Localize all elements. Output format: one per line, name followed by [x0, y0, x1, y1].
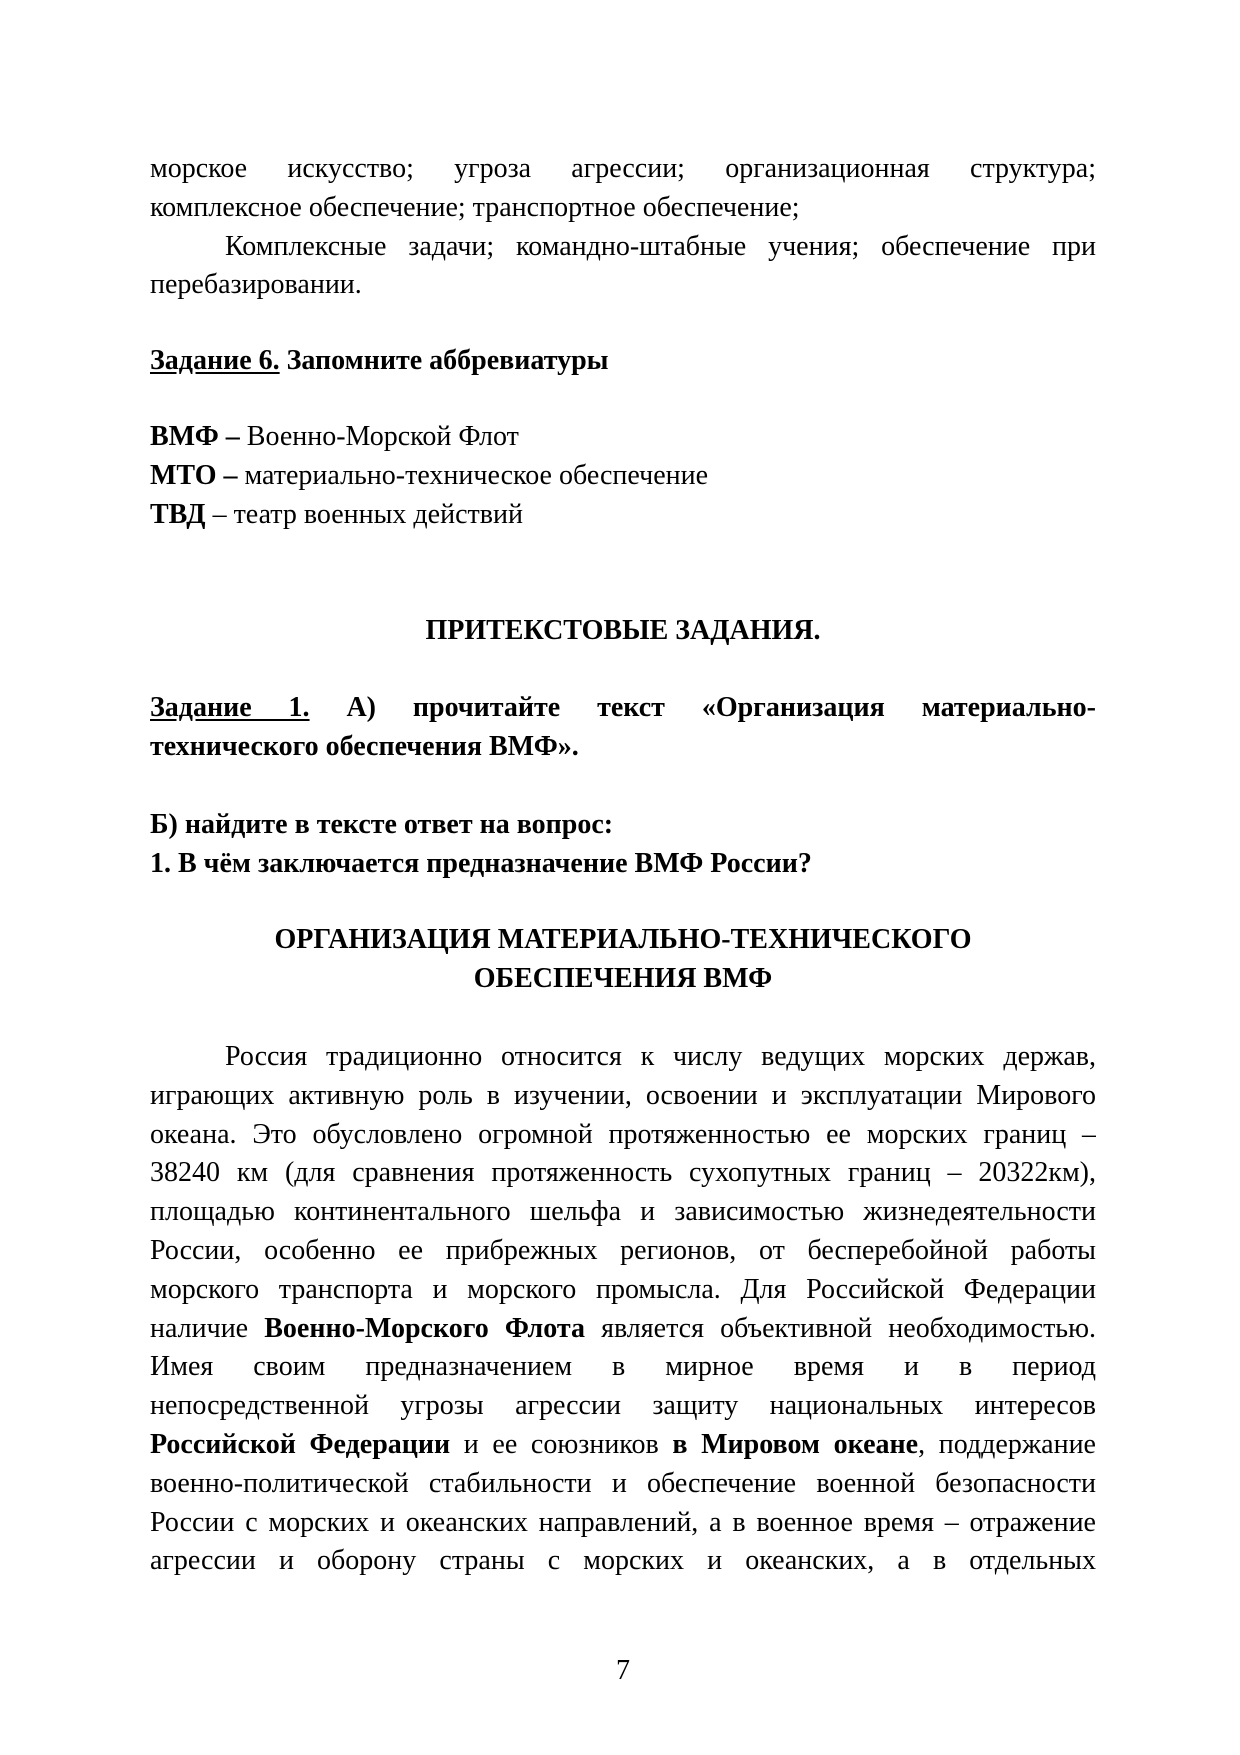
text-segment: Военно-Морской Флот	[239, 421, 519, 452]
text-segment: океана. Это обусловлено огромной протяженностью ее морских границ –	[150, 1118, 1096, 1150]
bold-text: Запомните аббревиатуры	[279, 345, 609, 376]
text-segment: Россия традиционно относится к числу ведущих морских держав,	[225, 1041, 1096, 1072]
bold-text: А) прочитайте текст «Организация материально-	[309, 692, 1096, 723]
text-line	[150, 1116, 1096, 1155]
page-footer	[150, 1652, 1096, 1691]
bold-text: ТВД	[150, 498, 206, 530]
text-line	[150, 1426, 1096, 1465]
text-segment: площадью континентального шельфа и зависимостью жизнедеятельности	[150, 1196, 1096, 1228]
text-line	[150, 1348, 1096, 1387]
task-1	[150, 689, 1096, 767]
text-segment: непосредственной угрозы агрессии защиту национальных интересов	[150, 1390, 1096, 1422]
bold-text: технического обеспечения ВМФ».	[150, 730, 579, 762]
text-segment: России, особенно ее прибрежных регионов, от бесперебойной работы	[150, 1234, 1096, 1266]
text-segment: 38240 км (для сравнения протяженность сухопутных границ – 20322км),	[150, 1157, 1096, 1189]
text-line	[150, 189, 1096, 228]
bold-text: Задание 1.	[150, 692, 310, 723]
text-line	[150, 845, 1096, 884]
bold-text: Военно-Морского Флота	[264, 1312, 585, 1344]
bold-text: ВМФ –	[150, 421, 240, 452]
text-segment: наличие	[150, 1312, 265, 1344]
text-line	[150, 1232, 1096, 1271]
text-line	[150, 1193, 1096, 1232]
text-segment: Имея своим предназначением в мирное время и в период	[150, 1351, 1096, 1383]
text-line	[150, 496, 1096, 535]
text-line	[150, 150, 1096, 189]
text-line	[150, 266, 1096, 305]
text-line	[150, 228, 1096, 267]
bold-text: в Мировом океане	[672, 1428, 919, 1460]
bold-text: МТО –	[150, 459, 238, 491]
text-line	[150, 728, 1096, 767]
text-segment: играющих активную роль в изучении, освоении и эксплуатации Мирового	[150, 1079, 1096, 1111]
intro-text	[150, 150, 1096, 305]
pretext-tasks-heading	[150, 612, 1096, 651]
text-line	[150, 1154, 1096, 1193]
text-line	[150, 1542, 1096, 1581]
article-body	[150, 1038, 1096, 1581]
text-line	[150, 1504, 1096, 1543]
text-segment: комплексное обеспечение; транспортное обеспечение;	[150, 191, 800, 223]
text-line	[150, 418, 1096, 457]
text-line	[150, 806, 1096, 845]
article-title	[150, 921, 1096, 999]
page-number: 7	[616, 1655, 630, 1686]
article-title-line-1: ОРГАНИЗАЦИЯ МАТЕРИАЛЬНО-ТЕХНИЧЕСКОГО	[274, 924, 972, 955]
text-segment: , поддержание	[918, 1428, 1096, 1460]
text-segment: материально-техническое обеспечение	[237, 459, 709, 491]
text-segment: – театр военных действий	[205, 498, 523, 530]
abbreviation-list	[150, 418, 1096, 534]
section-heading: ПРИТЕКСТОВЫЕ ЗАДАНИЯ.	[425, 615, 821, 646]
article-title-line-2: ОБЕСПЕЧЕНИЯ ВМФ	[473, 962, 773, 994]
text-line	[150, 1310, 1096, 1349]
text-segment: агрессии и оборону страны с морских и океанских, а в отдельных	[150, 1545, 1096, 1577]
text-segment: и ее союзников	[450, 1428, 673, 1460]
text-line	[150, 1271, 1096, 1310]
text-line	[150, 1465, 1096, 1504]
text-segment: морское искусство; угроза агрессии; организационная структура;	[150, 153, 1096, 184]
bold-text: Российской Федерации	[150, 1428, 451, 1460]
bold-text: Б) найдите в тексте ответ на вопрос:	[150, 809, 614, 840]
text-segment: перебазировании.	[150, 269, 362, 301]
text-line	[150, 689, 1096, 728]
text-line	[150, 457, 1096, 496]
text-segment: морского транспорта и морского промысла. Для Российской Федерации	[150, 1273, 1096, 1305]
text-segment: Комплексные задачи; командно-штабные учения; обеспечение при	[225, 230, 1096, 262]
task-1-b	[150, 806, 1096, 884]
bold-text: Задание 6.	[150, 345, 280, 376]
text-segment: России с морских и океанских направлений, а в военное время – отражение	[150, 1506, 1096, 1538]
text-line	[150, 1038, 1096, 1077]
text-line	[150, 342, 1096, 381]
task-6-heading	[150, 342, 1096, 381]
text-segment: является объективной необходимостью.	[584, 1312, 1096, 1344]
text-line	[150, 1387, 1096, 1426]
text-line	[150, 1077, 1096, 1116]
bold-text: 1. В чём заключается предназначение ВМФ России?	[150, 847, 812, 879]
text-segment: военно-политической стабильности и обеспечение военной безопасности	[150, 1467, 1096, 1499]
